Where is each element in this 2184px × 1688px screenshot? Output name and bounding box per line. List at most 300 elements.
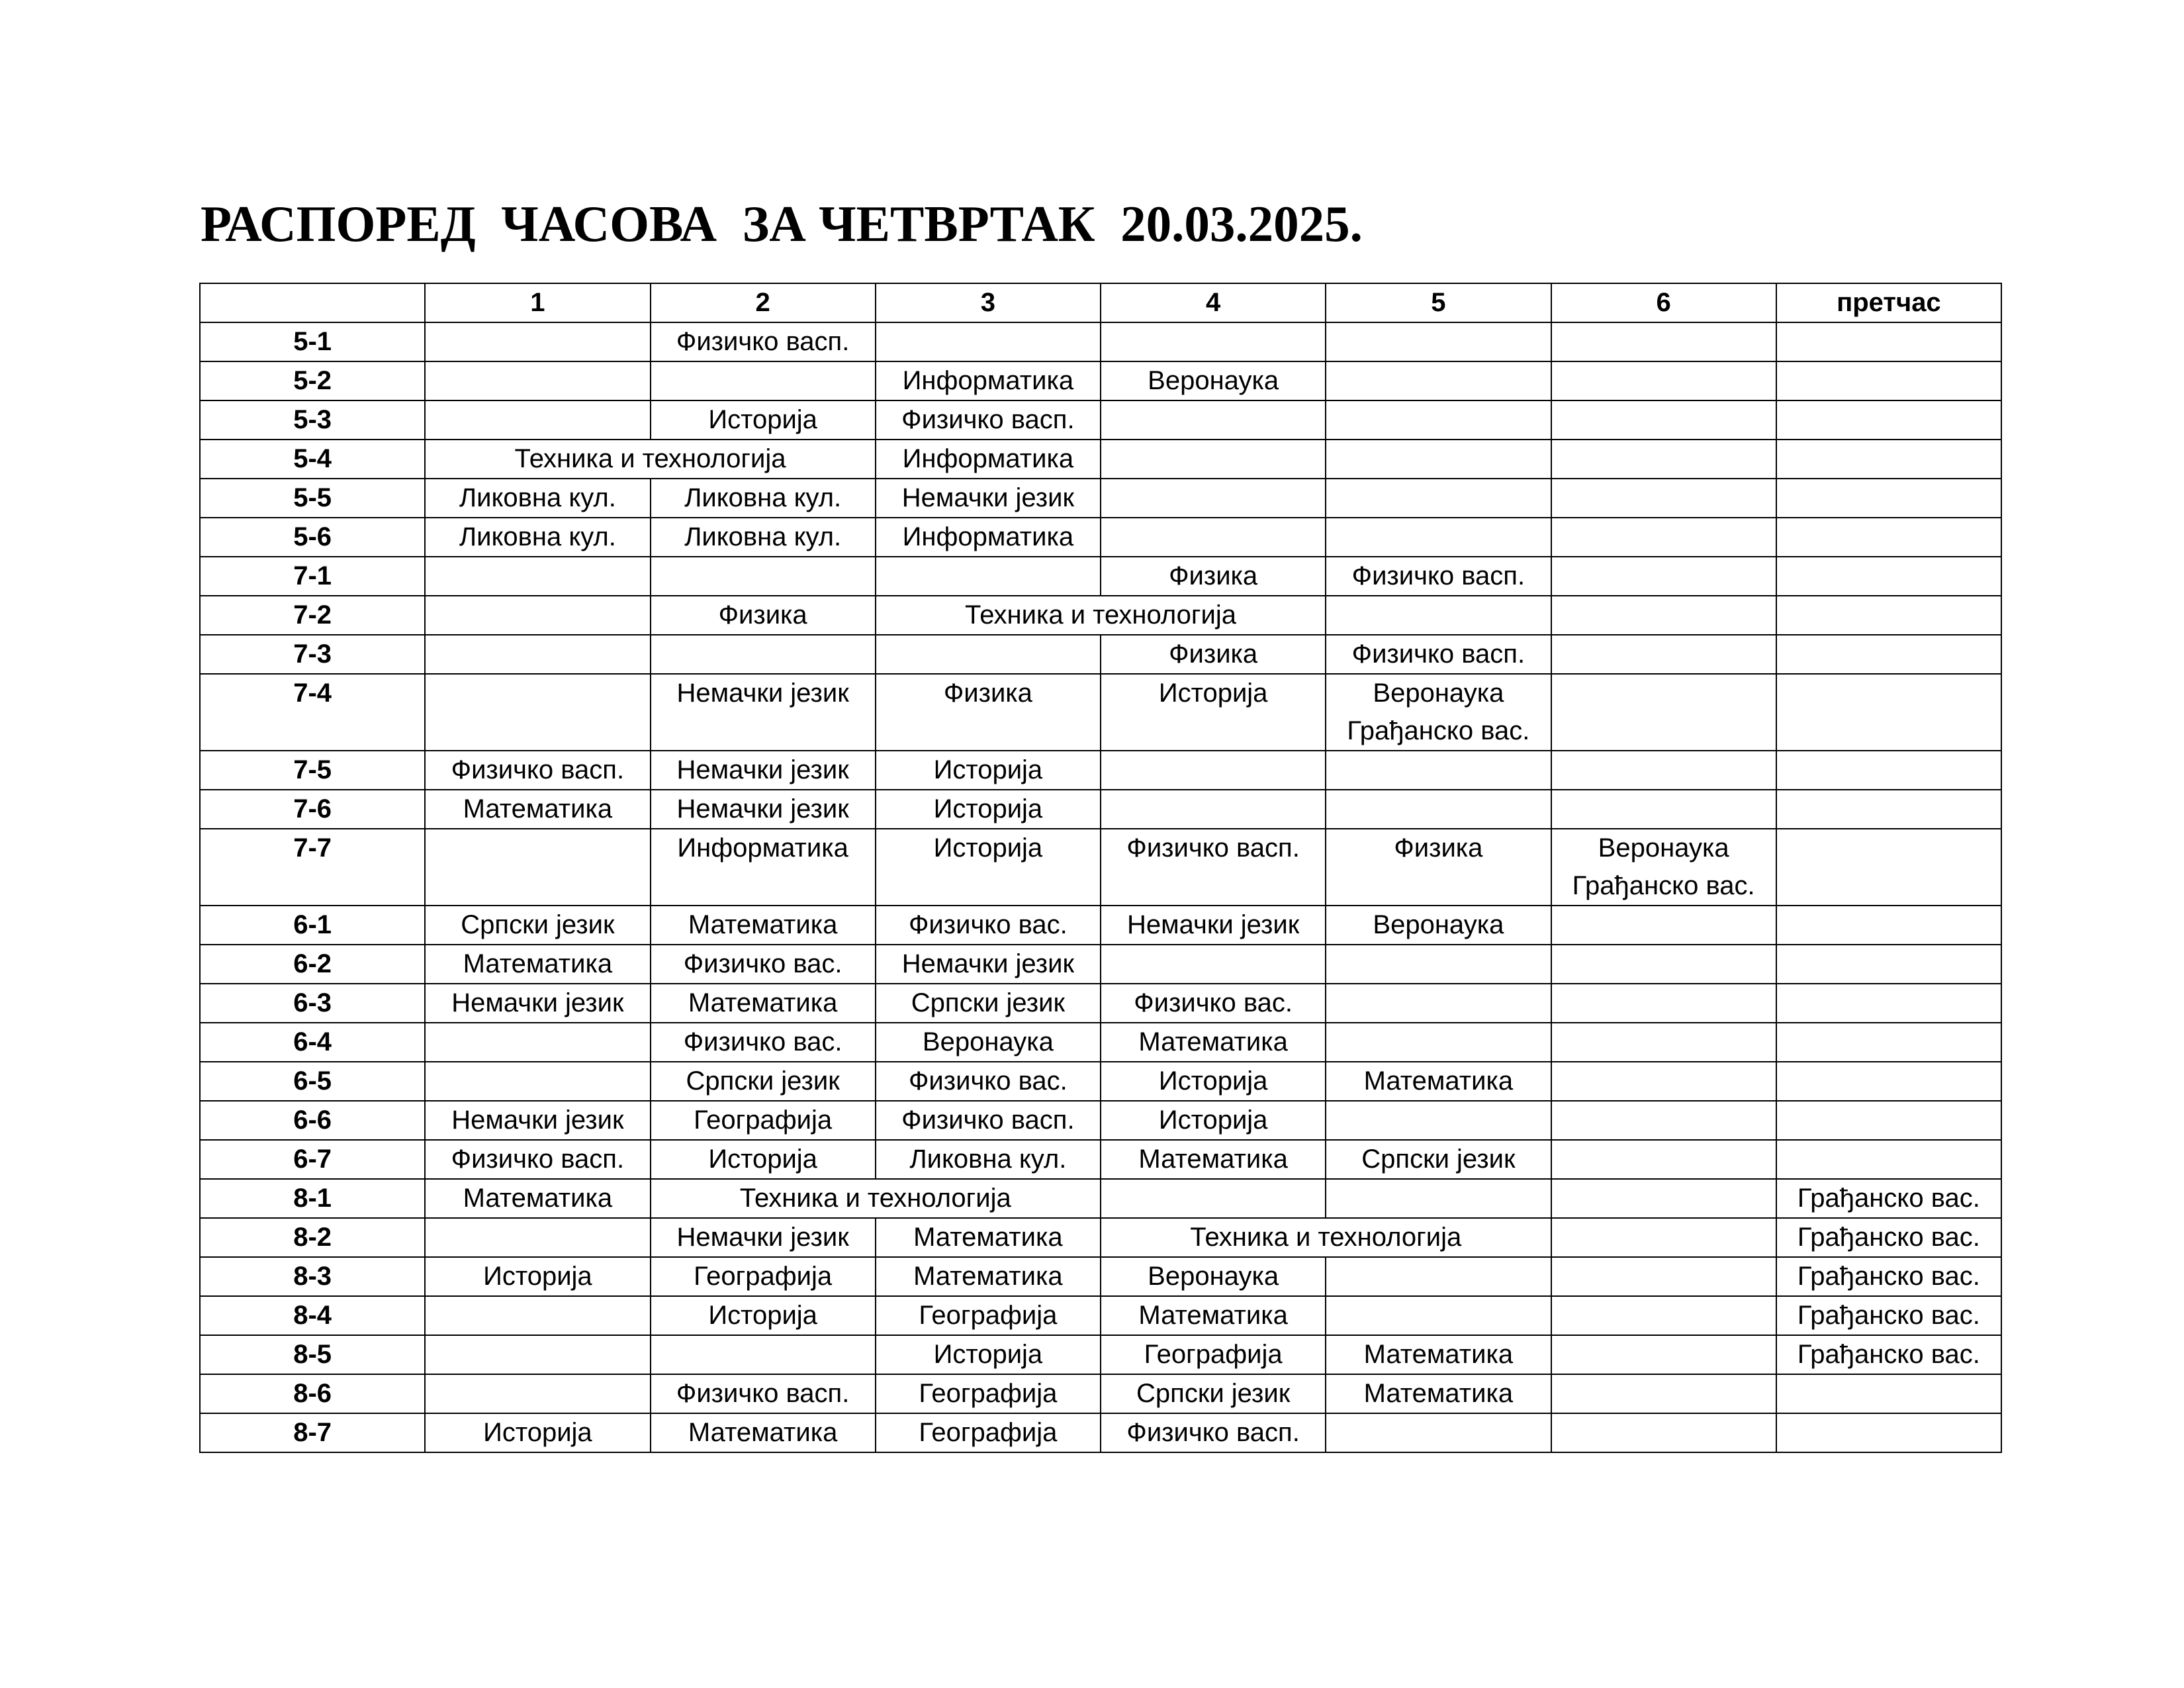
empty-cell <box>1326 1179 1551 1218</box>
subject-cell <box>876 674 1101 751</box>
empty-cell <box>1101 322 1326 361</box>
subject-cell <box>651 1101 876 1140</box>
subject-cell <box>425 1413 650 1452</box>
subject-text: Немачки језик <box>1127 910 1300 939</box>
subject-text: Географија <box>694 1262 833 1291</box>
empty-cell <box>1776 945 2001 984</box>
subject-text: Физичко васп. <box>1126 1418 1300 1447</box>
empty-cell <box>1551 1335 1776 1374</box>
class-label: 7-1 <box>200 557 425 596</box>
empty-cell <box>1551 790 1776 829</box>
table-row <box>200 596 2001 635</box>
table-row <box>200 1335 2001 1374</box>
subject-text: Немачки језик <box>676 679 849 708</box>
subject-text: Немачки језик <box>451 988 624 1017</box>
subject-cell <box>1101 829 1326 906</box>
subject-cell <box>425 1179 650 1218</box>
empty-cell <box>1551 1218 1776 1257</box>
empty-cell <box>1776 557 2001 596</box>
empty-cell <box>1551 1374 1776 1413</box>
subject-text: Математика <box>688 910 838 939</box>
subject-text: Веронаука <box>1373 679 1504 708</box>
table-row <box>200 1296 2001 1335</box>
subject-text: Математика <box>463 1184 613 1213</box>
empty-cell <box>1776 1374 2001 1413</box>
class-label: 6-3 <box>200 984 425 1023</box>
subject-cell <box>651 945 876 984</box>
class-label: 7-3 <box>200 635 425 674</box>
subject-cell <box>876 479 1101 518</box>
subject-cell <box>1776 1257 2001 1296</box>
subject-text: Грађанско вас. <box>1797 1184 1980 1213</box>
subject-cell <box>876 829 1101 906</box>
subject-text: Немачки језик <box>451 1105 624 1135</box>
subject-text: Грађанско вас. <box>1797 1262 1980 1291</box>
empty-cell <box>1551 751 1776 790</box>
subject-cell <box>651 674 876 751</box>
subject-cell <box>651 984 876 1023</box>
empty-cell <box>1776 906 2001 945</box>
subject-cell <box>876 1374 1101 1413</box>
class-label: 8-1 <box>200 1179 425 1218</box>
empty-cell <box>425 361 650 400</box>
empty-cell <box>1551 1140 1776 1179</box>
subject-cell <box>1101 635 1326 674</box>
subject-cell <box>876 751 1101 790</box>
subject-cell <box>651 1257 876 1296</box>
table-row <box>200 400 2001 440</box>
table-row <box>200 1179 2001 1218</box>
empty-cell <box>1776 1413 2001 1452</box>
table-row <box>200 1023 2001 1062</box>
page-title: РАСПОРЕД ЧАСОВА ЗА ЧЕТВРТАК 20.03.2025. <box>201 195 1363 252</box>
empty-cell <box>1776 400 2001 440</box>
subject-cell <box>876 1062 1101 1101</box>
class-label: 6-4 <box>200 1023 425 1062</box>
subject-text: Физика <box>718 600 807 630</box>
empty-cell <box>1326 1257 1551 1296</box>
empty-cell <box>1551 1257 1776 1296</box>
subject-text: Математика <box>463 794 613 823</box>
subject-text: Информатика <box>902 522 1074 551</box>
subject-cell <box>1551 829 1776 906</box>
subject-cell <box>1101 557 1326 596</box>
subject-cell <box>1101 1062 1326 1101</box>
subject-cell <box>425 1101 650 1140</box>
class-label: 7-5 <box>200 751 425 790</box>
subject-text: Математика <box>913 1262 1063 1291</box>
subject-text: Историја <box>708 405 817 434</box>
subject-cell <box>876 1257 1101 1296</box>
subject-cell <box>1776 1218 2001 1257</box>
class-label: 8-6 <box>200 1374 425 1413</box>
subject-cell <box>1326 1062 1551 1101</box>
class-label: 8-5 <box>200 1335 425 1374</box>
subject-cell <box>1326 635 1551 674</box>
subject-cell <box>1326 829 1551 906</box>
empty-cell <box>425 557 650 596</box>
subject-cell <box>1776 1179 2001 1218</box>
empty-cell <box>1551 400 1776 440</box>
subject-cell <box>425 518 650 557</box>
table-row <box>200 1062 2001 1101</box>
subject-text: Немачки језик <box>676 1223 849 1252</box>
empty-cell <box>1551 1296 1776 1335</box>
subject-text: Ликовна кул. <box>459 522 616 551</box>
subject-cell <box>425 984 650 1023</box>
subject-text: Математика <box>1138 1027 1288 1056</box>
subject-cell <box>425 906 650 945</box>
empty-cell <box>425 1335 650 1374</box>
subject-cell <box>876 596 1326 635</box>
subject-text: Историја <box>708 1301 817 1330</box>
subject-text: Историја <box>708 1145 817 1174</box>
subject-cell <box>1326 1335 1551 1374</box>
empty-cell <box>876 322 1101 361</box>
empty-cell <box>1776 1023 2001 1062</box>
subject-text: Математика <box>1363 1379 1514 1408</box>
column-header: 2 <box>651 283 876 322</box>
subject-cell <box>1776 1296 2001 1335</box>
subject-text: Физичко вас. <box>909 1066 1068 1096</box>
subject-text: Ликовна кул. <box>684 522 842 551</box>
empty-cell <box>1326 596 1551 635</box>
empty-cell <box>1551 518 1776 557</box>
empty-cell <box>876 557 1101 596</box>
subject-text: Немачки језик <box>676 794 849 823</box>
subject-text: Географија <box>919 1418 1058 1447</box>
subject-cell <box>876 1335 1101 1374</box>
empty-cell <box>1551 322 1776 361</box>
subject-text: Грађанско вас. <box>1797 1340 1980 1369</box>
class-label: 7-2 <box>200 596 425 635</box>
subject-cell <box>1101 1257 1326 1296</box>
subject-text: Информатика <box>902 366 1074 395</box>
subject-cell <box>425 790 650 829</box>
subject-text: Српски језик <box>1136 1379 1291 1408</box>
class-label: 5-3 <box>200 400 425 440</box>
empty-cell <box>651 635 876 674</box>
empty-cell <box>425 1062 650 1101</box>
empty-cell <box>1101 1179 1326 1218</box>
empty-cell <box>651 557 876 596</box>
subject-text: Немачки језик <box>676 755 849 784</box>
empty-cell <box>651 361 876 400</box>
subject-text: Физичко вас. <box>683 1027 842 1056</box>
subject-cell <box>425 1257 650 1296</box>
subject-text: Веронаука <box>1373 910 1504 939</box>
empty-cell <box>1101 440 1326 479</box>
class-label: 5-2 <box>200 361 425 400</box>
empty-cell <box>1551 1023 1776 1062</box>
empty-cell <box>1776 596 2001 635</box>
empty-cell <box>425 1218 650 1257</box>
subject-text: Ликовна кул. <box>684 483 842 512</box>
subject-cell <box>651 790 876 829</box>
empty-cell <box>425 829 650 906</box>
table-row <box>200 1140 2001 1179</box>
empty-cell <box>1776 1140 2001 1179</box>
class-label: 5-6 <box>200 518 425 557</box>
empty-cell <box>1776 1062 2001 1101</box>
subject-text: Историја <box>933 755 1043 784</box>
empty-cell <box>651 1335 876 1374</box>
table-row <box>200 1374 2001 1413</box>
class-label: 7-4 <box>200 674 425 751</box>
subject-text: Математика <box>1363 1066 1514 1096</box>
empty-cell <box>1776 635 2001 674</box>
subject-text: Математика <box>463 949 613 978</box>
column-header: 6 <box>1551 283 1776 322</box>
subject-text: Географија <box>919 1301 1058 1330</box>
subject-text: Информатика <box>902 444 1074 473</box>
empty-cell <box>1776 440 2001 479</box>
class-label: 8-4 <box>200 1296 425 1335</box>
subject-text: Техника и технологија <box>739 1184 1011 1213</box>
class-label: 6-1 <box>200 906 425 945</box>
subject-text: Ликовна кул. <box>459 483 616 512</box>
subject-cell <box>1101 361 1326 400</box>
empty-cell <box>1551 945 1776 984</box>
subject-cell <box>651 751 876 790</box>
column-header: 1 <box>425 283 650 322</box>
subject-cell <box>1101 1335 1326 1374</box>
subject-cell <box>876 1296 1101 1335</box>
subject-cell <box>1326 1374 1551 1413</box>
subject-text: Математика <box>913 1223 1063 1252</box>
subject-text: Физика <box>1169 561 1258 590</box>
subject-cell <box>1101 984 1326 1023</box>
subject-cell <box>876 1413 1101 1452</box>
subject-cell <box>651 906 876 945</box>
empty-cell <box>1551 674 1776 751</box>
subject-cell <box>425 751 650 790</box>
subject-text: Историја <box>1158 1105 1268 1135</box>
class-label: 8-3 <box>200 1257 425 1296</box>
subject-cell <box>876 518 1101 557</box>
header-row <box>200 283 2001 322</box>
subject-text: Историја <box>1158 679 1268 708</box>
subject-text: Грађанско вас. <box>1797 1301 1980 1330</box>
table-row <box>200 1101 2001 1140</box>
table-row <box>200 1218 2001 1257</box>
subject-text: Веронаука <box>922 1027 1054 1056</box>
empty-cell <box>1776 479 2001 518</box>
class-label: 7-7 <box>200 829 425 906</box>
schedule-body <box>200 322 2001 1452</box>
subject-cell <box>1101 1023 1326 1062</box>
empty-cell <box>1551 596 1776 635</box>
empty-cell <box>1776 751 2001 790</box>
subject-text: Физичко васп. <box>1126 833 1300 863</box>
empty-cell <box>1551 635 1776 674</box>
empty-cell <box>1326 518 1551 557</box>
subject-cell <box>876 440 1101 479</box>
table-row <box>200 518 2001 557</box>
subject-cell <box>1326 674 1551 751</box>
empty-cell <box>1551 1101 1776 1140</box>
subject-text: Историја <box>933 833 1043 863</box>
subject-cell <box>651 1179 1101 1218</box>
subject-text: Техника и технологија <box>514 444 786 473</box>
column-header: претчас <box>1776 283 2001 322</box>
empty-cell <box>1326 1413 1551 1452</box>
subject-text: Историја <box>933 1340 1043 1369</box>
subject-cell <box>876 361 1101 400</box>
table-row <box>200 1413 2001 1452</box>
empty-cell <box>425 1023 650 1062</box>
subject-cell <box>425 945 650 984</box>
empty-cell <box>1551 906 1776 945</box>
empty-cell <box>1551 1413 1776 1452</box>
subject-text: Физичко васп. <box>676 1379 850 1408</box>
empty-cell <box>1551 361 1776 400</box>
table-row <box>200 790 2001 829</box>
subject-text: Физичко вас. <box>1134 988 1293 1017</box>
empty-cell <box>1101 518 1326 557</box>
subject-text: Математика <box>1363 1340 1514 1369</box>
subject-text: Физика <box>943 679 1032 708</box>
subject-cell <box>651 1062 876 1101</box>
subject-cell <box>425 440 876 479</box>
subject-text: Географија <box>919 1379 1058 1408</box>
subject-cell <box>876 1023 1101 1062</box>
table-row <box>200 829 2001 906</box>
table-row <box>200 361 2001 400</box>
empty-cell <box>1551 1179 1776 1218</box>
subject-cell <box>651 1023 876 1062</box>
subject-text: Физичко вас. <box>909 910 1068 939</box>
empty-cell <box>1101 790 1326 829</box>
subject-text: Историја <box>933 794 1043 823</box>
subject-cell <box>1101 1296 1326 1335</box>
subject-text: Веронаука <box>1148 366 1279 395</box>
empty-cell <box>1326 945 1551 984</box>
empty-cell <box>1326 790 1551 829</box>
table-row <box>200 479 2001 518</box>
subject-cell <box>1101 674 1326 751</box>
subject-text: Српски језик <box>686 1066 840 1096</box>
table-row <box>200 674 2001 751</box>
column-header: 4 <box>1101 283 1326 322</box>
subject-text: Физичко васп. <box>901 405 1075 434</box>
table-row <box>200 440 2001 479</box>
empty-cell <box>1326 322 1551 361</box>
schedule-table <box>199 283 2002 1453</box>
subject-text: Математика <box>688 1418 838 1447</box>
empty-cell <box>1326 479 1551 518</box>
subject-cell <box>1101 906 1326 945</box>
subject-text: Физичко васп. <box>451 755 625 784</box>
subject-cell <box>651 479 876 518</box>
class-label: 6-2 <box>200 945 425 984</box>
subject-text: Историја <box>483 1262 592 1291</box>
subject-cell <box>876 1218 1101 1257</box>
class-label: 5-1 <box>200 322 425 361</box>
class-label: 5-5 <box>200 479 425 518</box>
empty-cell <box>1776 322 2001 361</box>
subject-text: Српски језик <box>461 910 615 939</box>
subject-cell <box>651 596 876 635</box>
subject-cell <box>1101 1101 1326 1140</box>
empty-cell <box>1101 400 1326 440</box>
subject-text: Физичко васп. <box>451 1145 625 1174</box>
empty-cell <box>425 1374 650 1413</box>
subject-text: Физичко васп. <box>676 327 850 356</box>
subject-cell <box>651 829 876 906</box>
empty-cell <box>1326 1101 1551 1140</box>
subject-text: Техника и технологија <box>1190 1223 1462 1252</box>
class-label: 8-2 <box>200 1218 425 1257</box>
empty-cell <box>1551 440 1776 479</box>
empty-cell <box>1776 829 2001 906</box>
subject-cell <box>876 1101 1101 1140</box>
subject-cell <box>876 400 1101 440</box>
empty-cell <box>1551 557 1776 596</box>
class-label: 6-5 <box>200 1062 425 1101</box>
subject-text: Немачки језик <box>901 949 1074 978</box>
subject-cell <box>651 1374 876 1413</box>
subject-cell <box>1101 1218 1551 1257</box>
empty-cell <box>1101 945 1326 984</box>
empty-cell <box>425 1296 650 1335</box>
subject-cell <box>651 1413 876 1452</box>
subject-cell <box>651 518 876 557</box>
table-row <box>200 945 2001 984</box>
empty-cell <box>876 635 1101 674</box>
subject-text: Физика <box>1394 833 1483 863</box>
empty-cell <box>1326 1023 1551 1062</box>
subject-text: Историја <box>483 1418 592 1447</box>
subject-cell <box>1326 1140 1551 1179</box>
table-row <box>200 751 2001 790</box>
empty-cell <box>1326 361 1551 400</box>
empty-cell <box>425 596 650 635</box>
subject-text: Физичко васп. <box>901 1105 1075 1135</box>
subject-text: Историја <box>1158 1066 1268 1096</box>
subject-text: Математика <box>1138 1145 1288 1174</box>
subject-cell <box>651 1218 876 1257</box>
empty-cell <box>1326 400 1551 440</box>
empty-cell <box>1326 984 1551 1023</box>
class-label: 7-6 <box>200 790 425 829</box>
subject-cell <box>1101 1140 1326 1179</box>
subject-text: Немачки језик <box>901 483 1074 512</box>
table-row <box>200 1257 2001 1296</box>
empty-cell <box>1551 479 1776 518</box>
subject-text: Физичко вас. <box>683 949 842 978</box>
subject-cell <box>876 790 1101 829</box>
subject-text: Грађанско вас. <box>1572 871 1755 900</box>
subject-cell <box>651 1140 876 1179</box>
subject-text: Математика <box>688 988 838 1017</box>
header-corner-cell <box>200 283 425 322</box>
table-row <box>200 906 2001 945</box>
empty-cell <box>1551 984 1776 1023</box>
table-row <box>200 635 2001 674</box>
empty-cell <box>1326 440 1551 479</box>
subject-cell <box>876 984 1101 1023</box>
class-label: 6-7 <box>200 1140 425 1179</box>
empty-cell <box>1776 790 2001 829</box>
subject-text: Математика <box>1138 1301 1288 1330</box>
subject-text: Географија <box>694 1105 833 1135</box>
empty-cell <box>1776 361 2001 400</box>
empty-cell <box>1326 751 1551 790</box>
subject-cell <box>876 1140 1101 1179</box>
column-header: 5 <box>1326 283 1551 322</box>
subject-text: Географија <box>1144 1340 1283 1369</box>
